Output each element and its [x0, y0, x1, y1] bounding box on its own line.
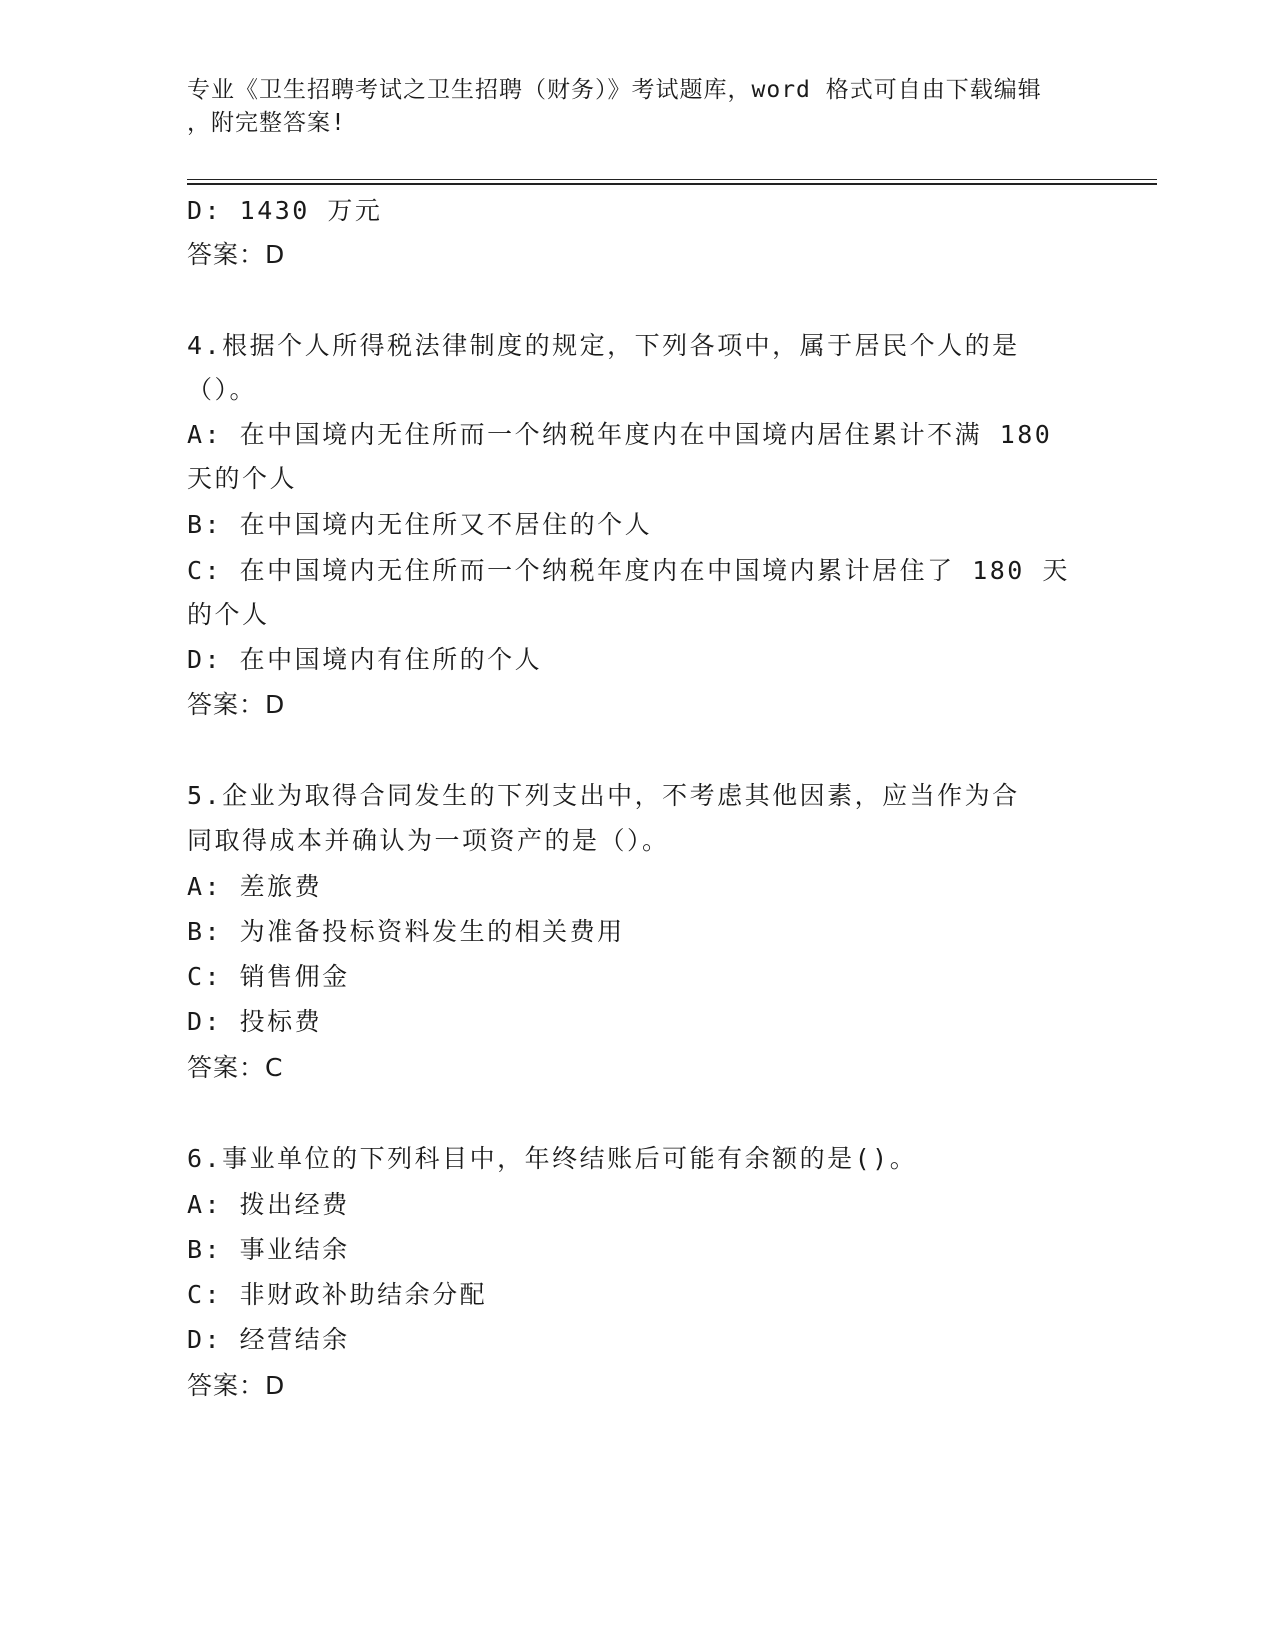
q6-option-b: B: 事业结余: [187, 1235, 350, 1264]
q5-option-a: A: 差旅费: [187, 872, 323, 901]
q4-option-c-line-1: C: 在中国境内无住所而一个纳税年度内在中国境内累计居住了 180 天: [187, 556, 1070, 585]
q4-option-a-line-2: 天的个人: [187, 464, 298, 493]
header-line-1: 专业《卫生招聘考试之卫生招聘（财务）》考试题库，word 格式可自由下载编辑: [187, 77, 1042, 103]
q4-answer: 答案：D: [187, 690, 286, 719]
q4-stem-line-1: 4.根据个人所得税法律制度的规定，下列各项中，属于居民个人的是: [187, 331, 1020, 360]
q6-option-d: D: 经营结余: [187, 1325, 350, 1354]
q5-option-c: C: 销售佣金: [187, 962, 350, 991]
q5-answer: 答案：C: [187, 1053, 284, 1082]
q5-option-d: D: 投标费: [187, 1007, 323, 1036]
q6-option-a: A: 拨出经费: [187, 1190, 350, 1219]
q4-option-b: B: 在中国境内无住所又不居住的个人: [187, 510, 653, 539]
q6-answer: 答案：D: [187, 1371, 286, 1400]
q6-stem: 6.事业单位的下列科目中，年终结账后可能有余额的是()。: [187, 1144, 918, 1173]
header-line-2: ，附完整答案!: [187, 110, 346, 136]
q5-option-b: B: 为准备投标资料发生的相关费用: [187, 917, 625, 946]
prev-answer: 答案：D: [187, 240, 286, 269]
q4-option-a-line-1: A: 在中国境内无住所而一个纳税年度内在中国境内居住累计不满 180: [187, 420, 1053, 449]
q5-stem-line-2: 同取得成本并确认为一项资产的是（）。: [187, 826, 670, 855]
q6-option-c: C: 非财政补助结余分配: [187, 1280, 488, 1309]
q4-option-c-line-2: 的个人: [187, 600, 270, 629]
q4-stem-line-2: （）。: [187, 375, 258, 404]
header-divider-thin: [187, 179, 1157, 180]
header-divider-thick: [187, 183, 1157, 185]
document-header: [187, 74, 1067, 140]
prev-option-d: D: 1430 万元: [187, 196, 383, 225]
q4-option-d: D: 在中国境内有住所的个人: [187, 645, 543, 674]
q5-stem-line-1: 5.企业为取得合同发生的下列支出中，不考虑其他因素，应当作为合: [187, 781, 1020, 810]
